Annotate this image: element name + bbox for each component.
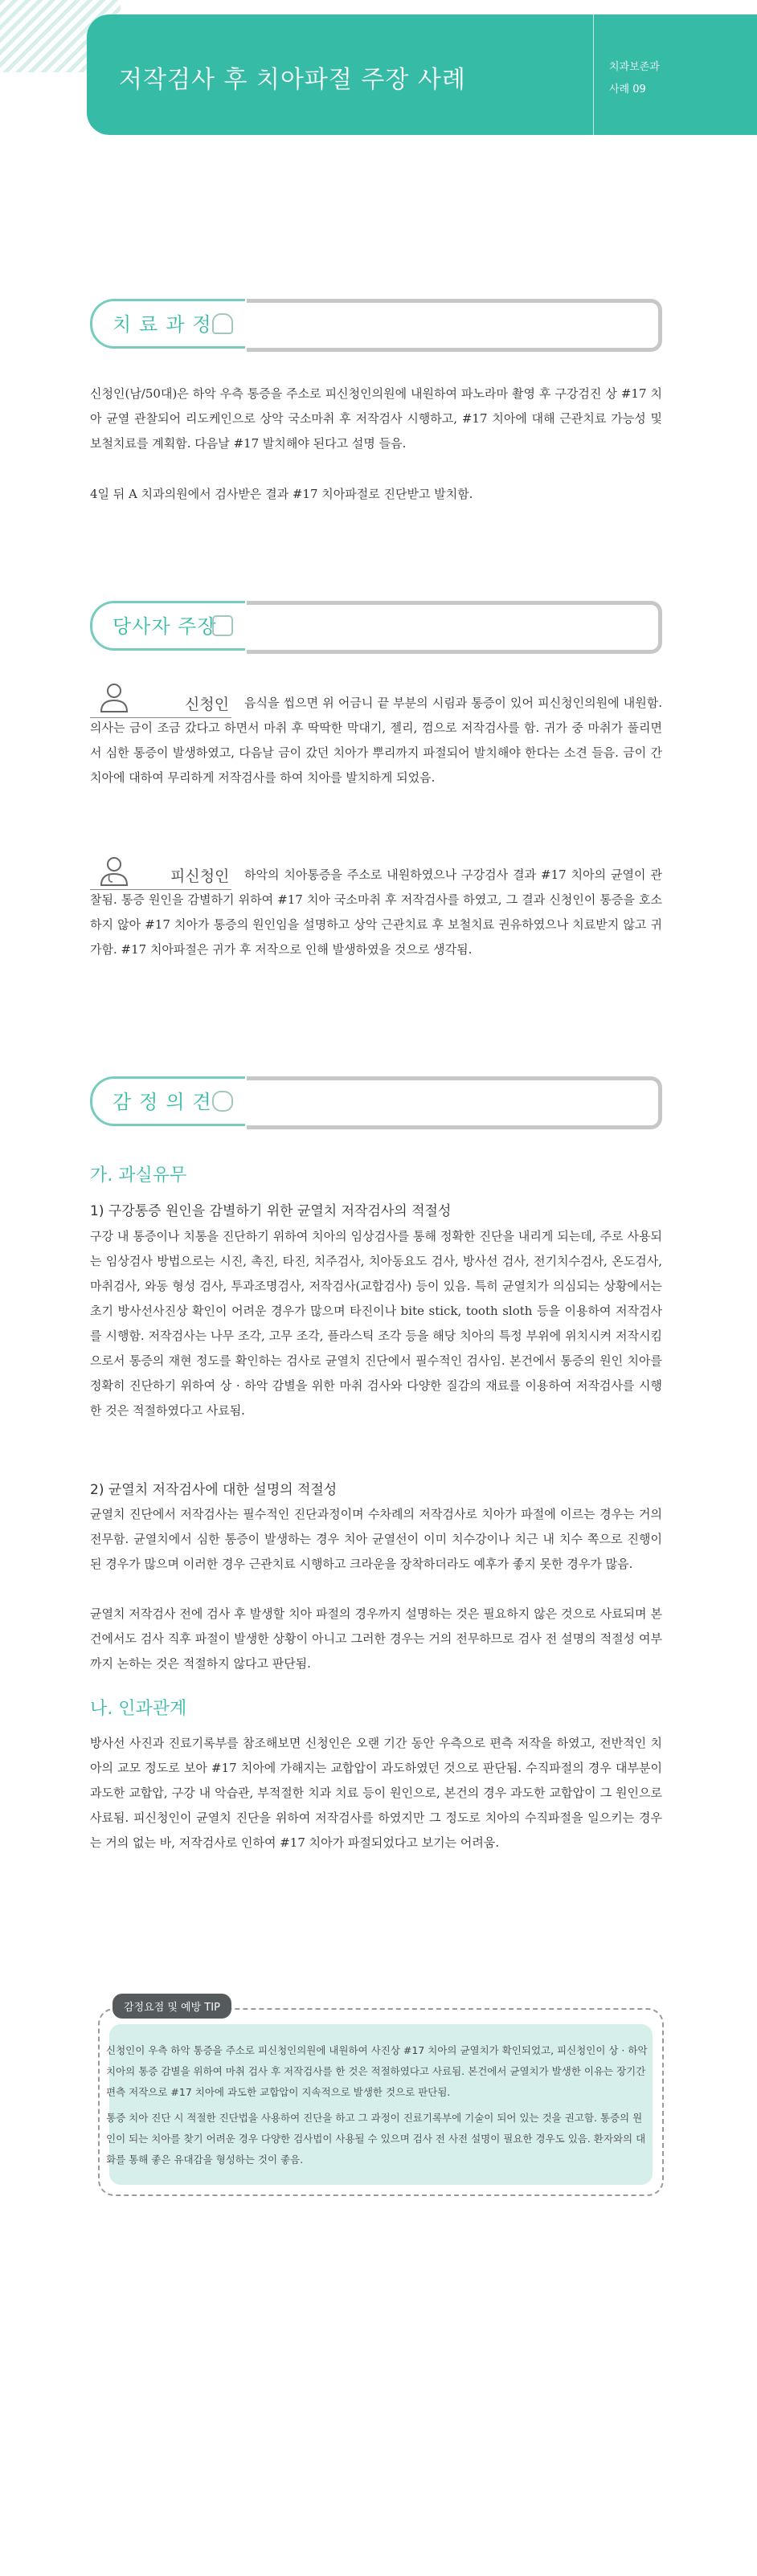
- treatment-paragraph-1: 신청인(남/50대)은 하악 우측 통증을 주소로 피신청인의원에 내원하여 파노라마 촬영 후 구강검진 상 #17 치아 균열 관찰되어 리도케인으로 상악 국소마취 후 저작검사 시행하고, #17 치아에 대해 근관치료 가능성 및 보철치료를 계획함. 다음날 #17 발치해야 된다고 설명 들음.: [90, 386, 662, 451]
- tip-paragraph-1: 신청인이 우측 하악 통증을 주소로 피신청인의원에 내원하여 사진상 #17 치아의 균열치가 확인되었고, 피신청인이 상 · 하악 치아의 통증 감별을 위하여 마취 검사 후 저작검사를 한 것은 적절하였다고 사료됨. 본건에서 균열치가 발생한 이유는 장기간 편측 저작으로 #17 치아에 과도한 교합압이 지속적으로 발생한 것으로 판단됨.: [106, 2044, 648, 2098]
- section-header-opinion: [90, 1076, 662, 1125]
- section-title-parties: 당사자 주장: [113, 615, 217, 638]
- header-category: [609, 56, 660, 101]
- section-title-treatment: 치료과정: [113, 313, 219, 336]
- document-icon: [212, 615, 233, 636]
- tooth-icon: [212, 313, 233, 334]
- negligence-paragraph-1: 구강 내 통증이나 치통을 진단하기 위하여 치아의 임상검사를 통해 정확한 진단을 내리게 되는데, 주로 사용되는 임상검사 방법으로는 시진, 촉진, 타진, 치주검사, 치아동요도 검사, 방사선 검사, 전기치수검사, 온도검사, 마취검사, 와동 형성 검사, 투과조명검사, 저작검사(교합검사) 등이 있음. 특히 균열치가 의심되는 상황에서는 초기 방사선사진상 확인이 어려운 경우가 많으며 타진이나 bite stick, tooth sloth 등을 이용하여 저작검사를 시행함. 저작검사는 나무 조각, 고무 조각, 플라스틱 조각 등을 해당 치아의 특정 부위에 위치시켜 저작시킴으로서 통증의 재현 정도를 확인하는 검사로 균열치 진단에서 필수적인 검사임. 본건에서 통증의 원인 치아를 정확히 진단하기 위하여 상 · 하악 감별을 위한 마취 검사와 다양한 질감의 재료를 이용하여 저작검사를 시행한 것은 적절하였다고 사료됨.: [90, 1229, 662, 1418]
- page-title: 저작검사 후 치아파절 주장 사례: [119, 66, 466, 94]
- section-header-treatment: [90, 299, 662, 347]
- causation-paragraph: 방사선 사진과 진료기록부를 참조해보면 신청인은 오랜 기간 동안 우측으로 편측 저작을 하였고, 전반적인 치아의 교모 정도로 보아 #17 치아에 가해지는 교합압이 과도하였던 것으로 판단됨. 수직파절의 경우 대부분이 과도한 교합압, 구강 내 악습관, 부적절한 치과 치료 등이 원인으로, 본건의 경우 과도한 교합압이 그 원인으로 사료됨. 피신청인이 균열치 진단을 위하여 저작검사를 하였지만 그 정도로 치아의 수직파절을 일으키는 경우는 거의 없는 바, 저작검사로 인하여 #17 치아가 파절되었다고 보기는 어려움.: [90, 1736, 662, 1850]
- tip-badge: 감정요점 및 예방 TIP: [113, 1994, 231, 2019]
- header-divider: [593, 14, 594, 135]
- stethoscope-icon: [212, 1091, 233, 1112]
- applicant-statement: 음식을 씹으면 위 어금니 끝 부분의 시림과 통증이 있어 피신청인의원에 내원함. 의사는 금이 조금 갔다고 하면서 마취 후 딱딱한 막대기, 젤리, 껌으로 저작검사를 함. 귀가 중 마취가 풀리면서 심한 통증이 발생하였고, 다음날 금이 갔던 치아가 뿌리까지 파절되어 발치해야 한다는 소견 들음. 금이 간 치아에 대하여 무리하게 저작검사를 하여 치아를 발치하게 되었음.: [90, 696, 662, 785]
- header-category-case-number: 사례 09: [609, 84, 646, 96]
- section-title-opinion: 감정의견: [113, 1091, 219, 1113]
- applicant-label: 신청인: [185, 696, 230, 713]
- section-header-parties: [90, 601, 662, 649]
- header-category-department: 치과보존과: [609, 61, 660, 73]
- section-bar: [247, 299, 662, 352]
- respondent-statement: 하악의 치아통증을 주소로 내원하였으나 구강검사 결과 #17 치아의 균열이 관찰됨. 통증 원인을 감별하기 위하여 #17 치아 국소마취 후 저작검사를 하였고, 그 결과 신청인이 통증을 호소하지 않아 #17 치아가 통증의 원인임을 설명하고 상악 근관치료 후 보철치료 권유하였으나 치료받지 않고 귀가함. #17 치아파절은 귀가 후 저작으로 인해 발생하였을 것으로 생각됨.: [90, 868, 662, 957]
- respondent-label: 피신청인: [170, 868, 230, 885]
- treatment-paragraph-2: 4일 뒤 A 치과의원에서 검사받은 결과 #17 치아파절로 진단받고 발치함.: [90, 487, 473, 501]
- page-header: [87, 14, 757, 135]
- negligence-heading: 가. 과실유무: [90, 1166, 187, 1186]
- negligence-subheading-2: 2) 균열치 저작검사에 대한 설명의 적절성: [90, 1482, 338, 1498]
- causation-heading: 나. 인과관계: [90, 1699, 187, 1719]
- negligence-subheading-1: 1) 구강통증 원인을 감별하기 위한 균열치 저작검사의 적절성: [90, 1203, 452, 1219]
- tip-paragraph-2: 통증 치아 진단 시 적절한 진단법을 사용하여 진단을 하고 그 과정이 진료기록부에 기술이 되어 있는 것을 권고함. 통증의 원인이 되는 치아를 찾기 어려운 경우 다양한 검사법이 사용될 수 있으며 검사 전 사전 설명이 필요한 경우도 있음. 환자와의 대화를 통해 좋은 유대감을 형성하는 것이 좋음.: [106, 2112, 646, 2166]
- section-bar: [247, 1076, 662, 1129]
- negligence-paragraph-2b: 균열치 저작검사 전에 검사 후 발생할 치아 파절의 경우까지 설명하는 것은 필요하지 않은 것으로 사료되며 본건에서도 검사 직후 파절이 발생한 상황이 아니고 그러한 경우는 거의 전무하므로 검사 전 설명의 적절성 여부까지 논하는 것은 적절하지 않다고 판단됨.: [90, 1606, 662, 1671]
- negligence-paragraph-2a: 균열치 진단에서 저작검사는 필수적인 진단과정이며 수차례의 저작검사로 치아가 파절에 이르는 경우는 거의 전무함. 균열치에서 심한 통증이 발생하는 경우 치아 균열선이 이미 치수강이나 치근 내 치수 쪽으로 진행이 된 경우가 많으며 이러한 경우 근관치료 시행하고 크라운을 장착하더라도 예후가 좋지 못한 경우가 많음.: [90, 1507, 662, 1571]
- section-bar: [247, 601, 662, 654]
